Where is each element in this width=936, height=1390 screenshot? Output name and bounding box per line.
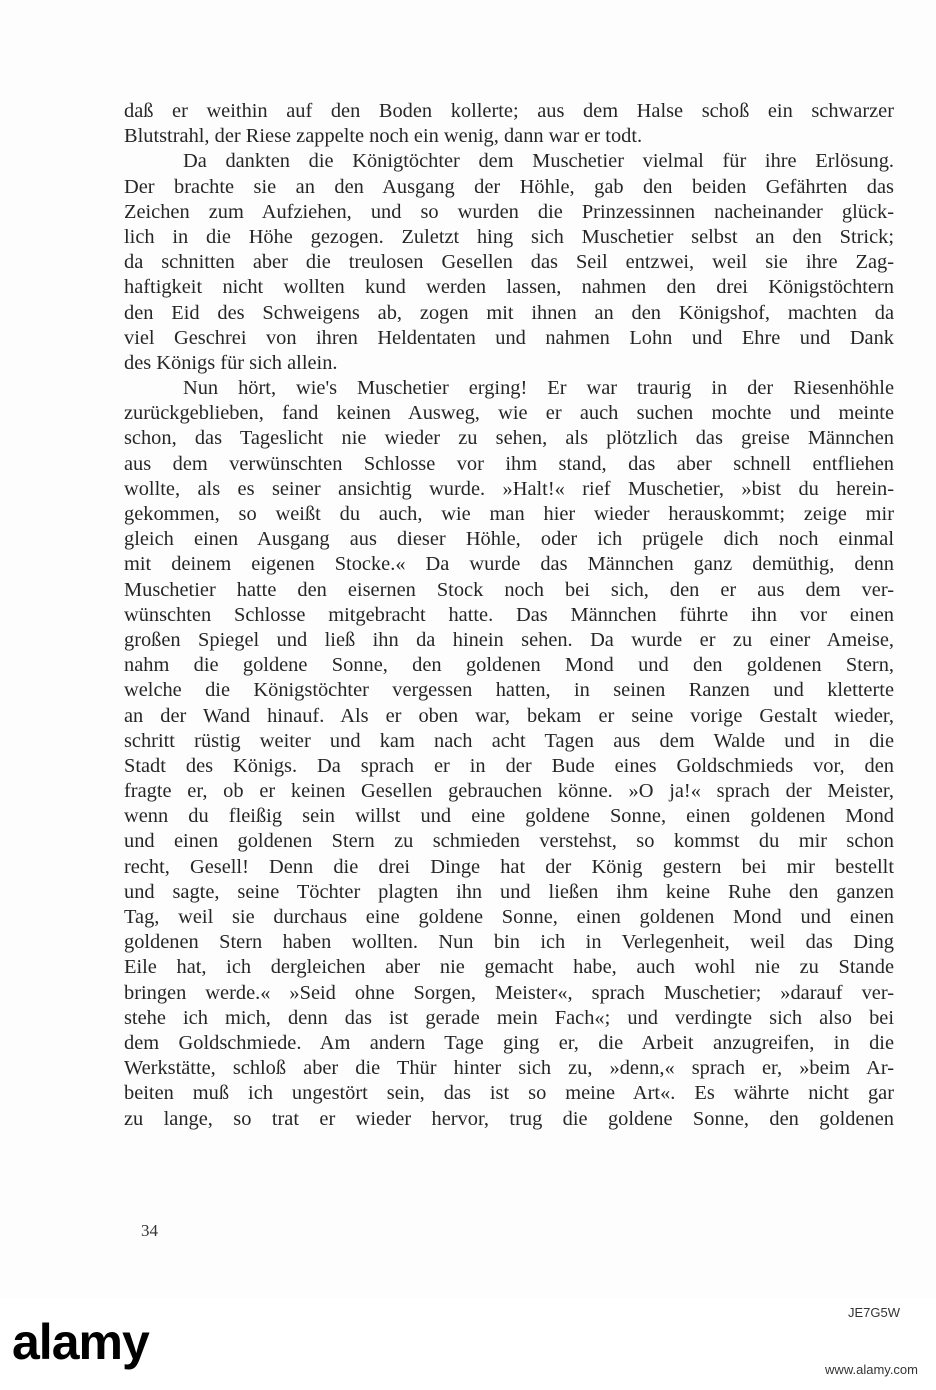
text-line: Tag, weil sie durchaus eine goldene Sonne, einen goldenen Mond und einen [124,906,894,928]
text-line: an der Wand hinauf. Als er oben war, bekam er seine vorige Gestalt wieder, [124,704,894,727]
text-line: und einen goldenen Stern zu schmieden verstehst, so kommst du mir schon [124,830,894,853]
text-line: Nun hört, wie's Muschetier erging! Er war traurig in der Riesenhöhle [183,377,894,400]
text-line: und sagte, seine Töchter plagten ihn und ließen ihm keine Ruhe den ganzen [124,880,894,903]
text-line: haftigkeit nicht wollten kund werden lassen, nahmen den drei Königstöchtern [124,276,894,299]
text-line: Werkstätte, schloß aber die Thür hinter sich zu, »denn,« sprach er, »beim Ar- [124,1057,894,1080]
text-line: Zeichen zum Aufziehen, und so wurden die Prinzessinnen nacheinander glück- [124,200,894,223]
text-line: daß er weithin auf den Boden kollerte; aus dem Halse schoß ein schwarzer [124,100,894,122]
text-line: Stadt des Königs. Da sprach er in der Bude eines Goldschmieds vor, den [124,754,894,777]
text-line: welche die Königstöchter vergessen hatten, in seinen Ranzen und kletterte [124,679,894,702]
text-line: nahm die goldene Sonne, den goldenen Mond und den goldenen Stern, [124,654,894,677]
text-line: goldenen Stern haben wollten. Nun bin ich in Verlegenheit, weil das Ding [124,931,894,954]
text-line: wollte, als es seiner ansichtig wurde. »Halt!« rief Muschetier, »bist du herein- [124,477,894,500]
text-line: bringen werde.« »Seid ohne Sorgen, Meister«, sprach Muschetier; »darauf ver- [124,981,894,1004]
text-line: Der brachte sie an den Ausgang der Höhle, gab den beiden Gefährten das [124,175,894,198]
alamy-logo: alamy [12,1314,149,1370]
text-line: den Eid des Schweigens ab, zogen mit ihnen an den Königshof, machten da [124,301,894,324]
text-line: viel Geschrei von ihren Heldentaten und nahmen Lohn und Ehre und Dank [124,326,894,349]
text-line: wenn du fleißig sein willst und eine goldene Sonne, einen goldenen Mond [124,805,894,828]
text-line: beiten muß ich ungestört sein, das ist so meine Art«. Es währte nicht gar [124,1082,894,1105]
text-line: Muschetier hatte den eisernen Stock noch bei sich, den er aus dem ver- [124,578,894,601]
image-id: JE7G5W [848,1305,901,1320]
text-line: recht, Gesell! Denn die drei Dinge hat der König gestern bei mir bestellt [124,855,894,878]
text-line: schritt rüstig weiter und kam nach acht Tagen aus dem Walde und in die [124,729,894,752]
text-line: aus dem verwünschten Schlosse vor ihm stand, das aber schnell entfliehen [124,452,894,475]
body-text [124,99,894,1132]
text-line: stehe ich mich, denn das ist gerade mein Fach«; und verdingte sich also bei [124,1006,894,1029]
text-line: gekommen, so weißt du auch, wie man hier wieder herauskommt; zeige mir [124,503,894,525]
text-line: dem Goldschmiede. Am andern Tage ging er, die Arbeit anzugreifen, in die [124,1031,894,1054]
text-line: gleich einen Ausgang aus dieser Höhle, oder ich prügele dich noch einmal [124,528,894,551]
text-line: mit deinem eigenen Stocke.« Da wurde das Männchen ganz demüthig, denn [124,553,894,576]
text-line: Blutstrahl, der Riese zappelte noch ein wenig, dann war er todt. [124,125,643,148]
text-line: wünschten Schlosse mitgebracht hatte. Das Männchen führte ihn vor einen [124,603,894,626]
text-line: lich in die Höhe gezogen. Zuletzt hing sich Muschetier selbst an den Strick; [124,225,894,248]
text-line: zu lange, so trat er wieder hervor, trug die goldene Sonne, den goldenen [124,1107,894,1130]
text-line: Da dankten die Königtöchter dem Muschetier vielmal für ihre Erlösung. [183,150,894,173]
page-number: 34 [141,1221,158,1240]
text-line: fragte er, ob er keinen Gesellen gebrauchen könne. »O ja!« sprach der Meister, [124,780,894,803]
text-line: da schnitten aber die treulosen Gesellen das Seil entzwei, weil sie ihre Zag- [124,251,894,274]
text-line: zurückgeblieben, fand keinen Ausweg, wie er auch suchen mochte und meinte [124,402,894,425]
text-line: des Königs für sich allein. [124,351,338,374]
text-line: schon, das Tageslicht nie wieder zu sehen, als plötzlich das greise Männchen [124,427,894,450]
text-line: großen Spiegel und ließ ihn da hinein sehen. Da wurde er zu einer Ameise, [124,628,894,651]
text-line: Eile hat, ich dergleichen aber nie gemacht habe, auch wohl nie zu Stande [124,956,894,979]
site-url: www.alamy.com [825,1362,918,1377]
